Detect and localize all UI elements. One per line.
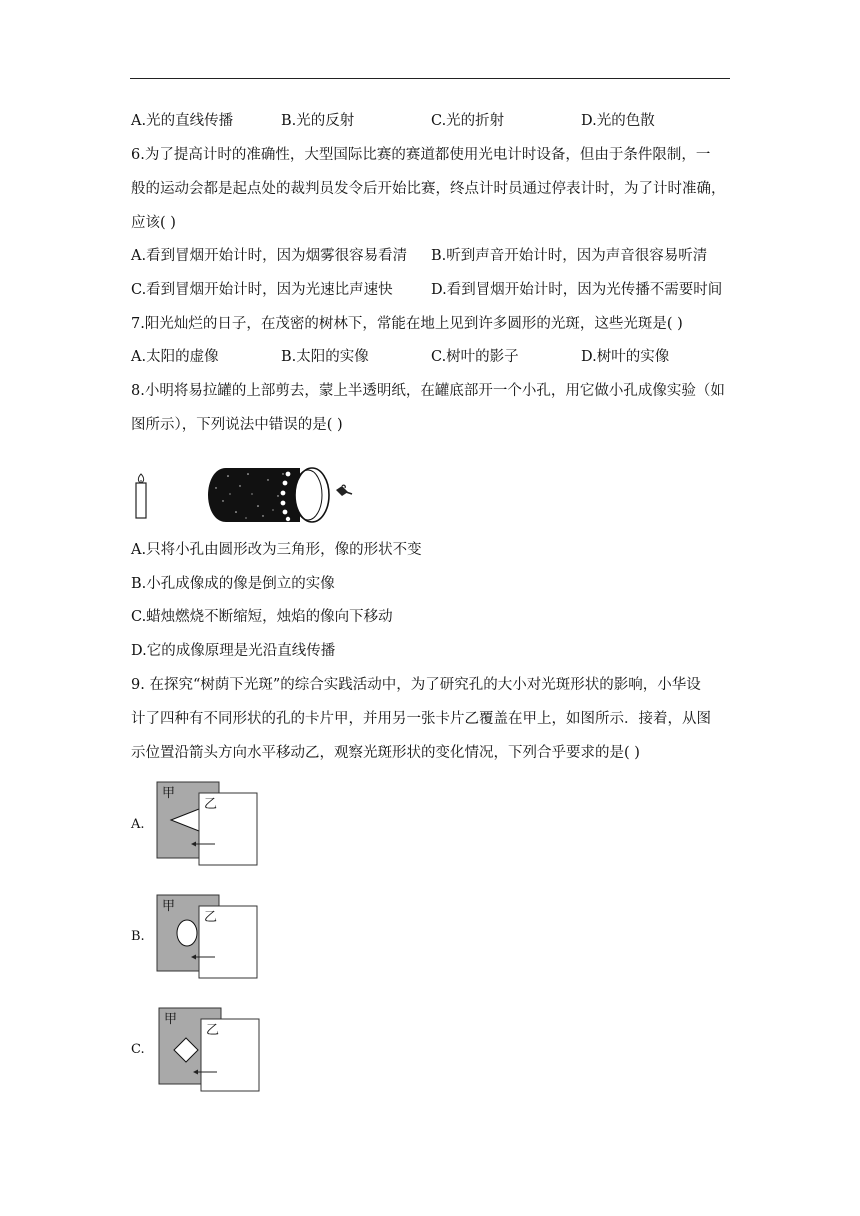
can-icon — [208, 468, 329, 522]
q9-choice-a-figure[interactable] — [155, 780, 265, 870]
card-jia-label: 甲 — [162, 786, 176, 801]
q8-option-b[interactable]: B.小孔成像成的像是倒立的实像 — [131, 576, 335, 592]
pinhole-camera-figure — [128, 466, 368, 526]
q9-choice-c-label[interactable]: C. — [131, 1042, 145, 1057]
q6-option-d[interactable]: D.看到冒烟开始计时，因为光传播不需要时间 — [431, 282, 723, 298]
q8-option-c[interactable]: C.蜡烛燃烧不断缩短，烛焰的像向下移动 — [131, 609, 393, 625]
q7-option-a[interactable]: A.太阳的虚像 — [131, 349, 219, 365]
q9-choice-b-label[interactable]: B. — [131, 929, 145, 944]
q9-choice-a-label[interactable]: A. — [131, 817, 145, 832]
q9-stem-line-2: 计了四种有不同形状的孔的卡片甲，并用另一张卡片乙覆盖在甲上，如图所示．接着，从图 — [131, 711, 711, 727]
q7-option-c[interactable]: C.树叶的影子 — [431, 349, 519, 365]
q9-choice-c-figure[interactable] — [157, 1006, 267, 1096]
q6-option-a[interactable]: A.看到冒烟开始计时，因为烟雾很容易看清 — [131, 248, 408, 264]
card-jia-label: 甲 — [162, 899, 176, 914]
q8-stem-line-2: 图所示），下列说法中错误的是( ) — [131, 417, 343, 433]
q8-option-a[interactable]: A.只将小孔由圆形改为三角形，像的形状不变 — [131, 542, 422, 558]
q6-stem-line-1: 6.为了提高计时的准确性，大型国际比赛的赛道都使用光电计时设备，但由于条件限制，一 — [131, 147, 711, 163]
card-yi-label: 乙 — [204, 797, 218, 812]
q7-option-b[interactable]: B.太阳的实像 — [281, 349, 369, 365]
q6-option-c[interactable]: C.看到冒烟开始计时，因为光速比声速快 — [131, 282, 393, 298]
q9-stem-line-1: 9. 在探究“树荫下光斑”的综合实践活动中，为了研究孔的大小对光斑形状的影响，小华设 — [131, 677, 701, 693]
q6-option-b[interactable]: B.听到声音开始计时，因为声音很容易听清 — [431, 248, 708, 264]
card-yi-label: 乙 — [206, 1023, 220, 1038]
q8-option-d[interactable]: D.它的成像原理是光沿直线传播 — [131, 643, 336, 659]
q8-stem-line-1: 8.小明将易拉罐的上部剪去，蒙上半透明纸，在罐底部开一个小孔，用它做小孔成像实验（如 — [131, 383, 725, 399]
flame-image-icon — [336, 485, 352, 496]
q7-stem: 7.阳光灿烂的日子，在茂密的树林下，常能在地上见到许多圆形的光斑，这些光斑是( ) — [131, 316, 683, 332]
q5-option-d[interactable]: D.光的色散 — [581, 113, 655, 129]
q6-stem-line-2: 般的运动会都是起点处的裁判员发令后开始比赛，终点计时员通过停表计时，为了计时准确， — [131, 181, 726, 197]
q7-option-d[interactable]: D.树叶的实像 — [581, 349, 670, 365]
header-rule — [130, 78, 730, 79]
card-jia-label: 甲 — [164, 1012, 178, 1027]
q6-stem-line-3: 应该( ) — [131, 215, 176, 231]
q5-option-b[interactable]: B.光的反射 — [281, 113, 355, 129]
q5-option-c[interactable]: C.光的折射 — [431, 113, 505, 129]
q5-option-a[interactable]: A.光的直线传播 — [131, 113, 234, 129]
q9-stem-line-3: 示位置沿箭头方向水平移动乙，观察光斑形状的变化情况，下列合乎要求的是( ) — [131, 745, 640, 761]
card-yi-label: 乙 — [204, 910, 218, 925]
q9-choice-b-figure[interactable] — [155, 893, 265, 983]
candle-icon — [136, 474, 146, 518]
